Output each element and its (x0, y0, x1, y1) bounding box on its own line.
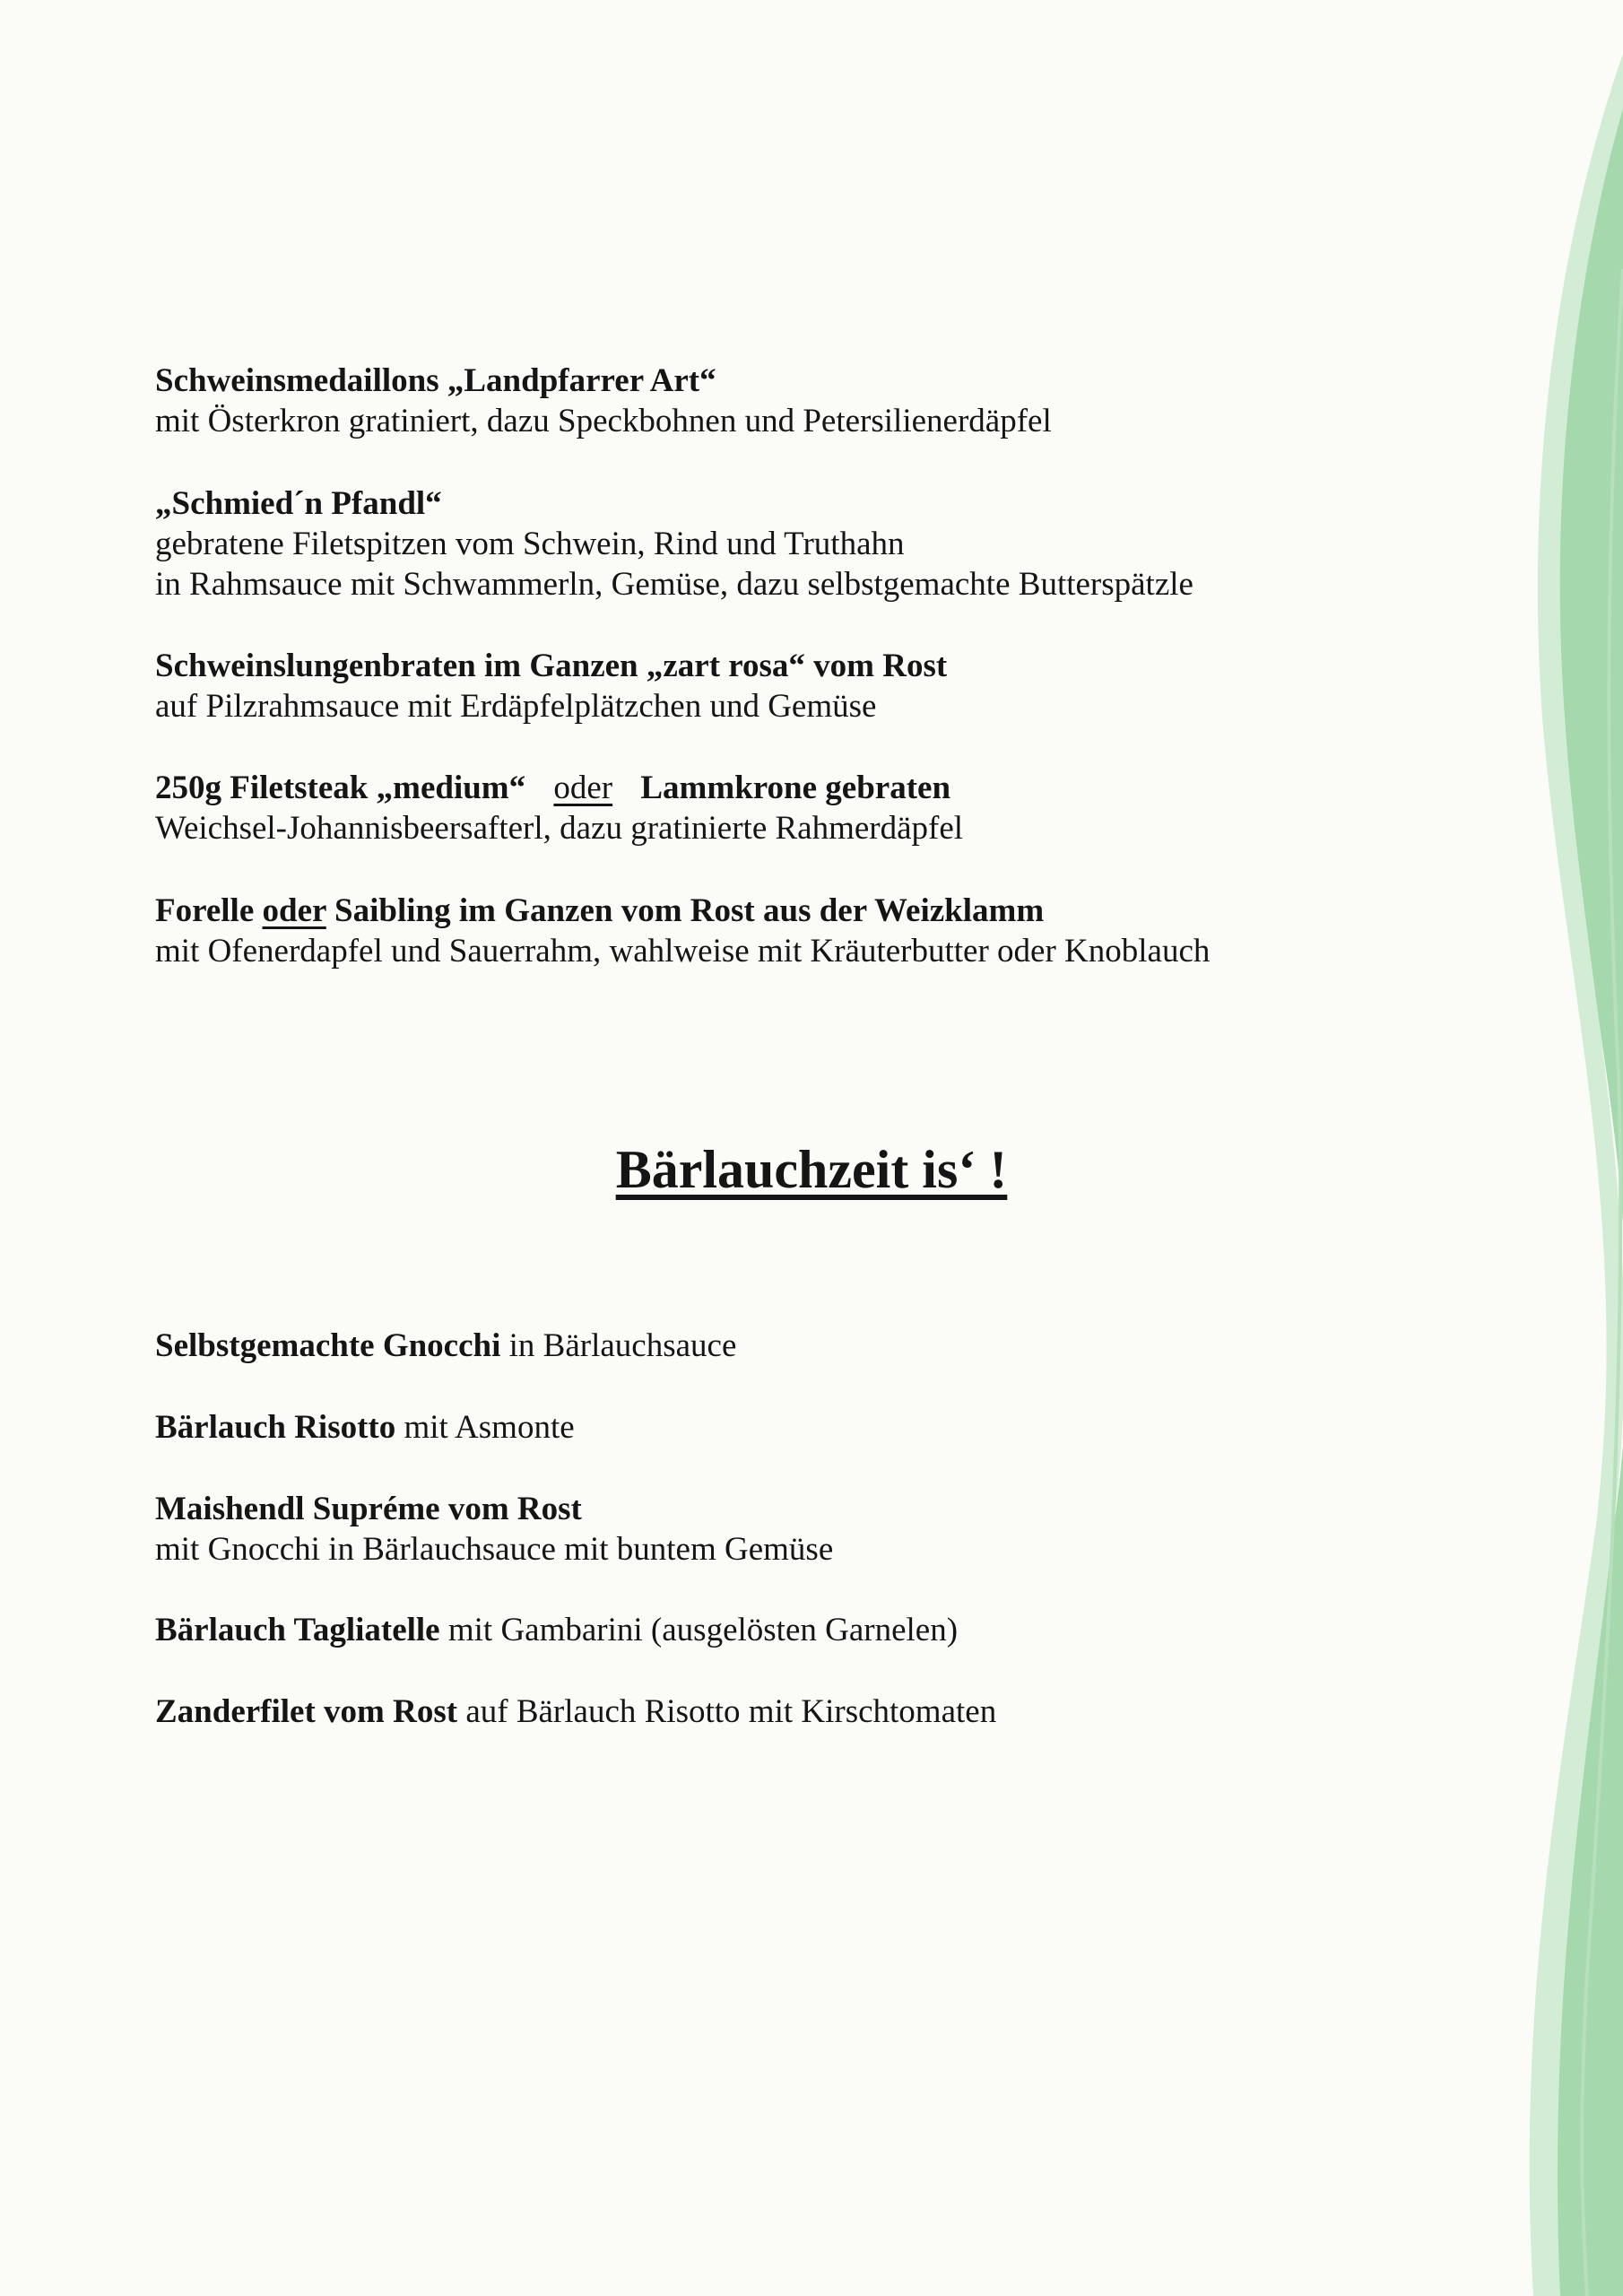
menu-item-title-b: Saibling im Ganzen vom Rost aus der Weizklamm (334, 892, 1045, 929)
special-item-2 (155, 1407, 575, 1448)
special-item-3 (155, 1489, 833, 1570)
menu-item-3 (155, 646, 947, 726)
special-item-5 (155, 1692, 996, 1732)
special-item-title: Selbstgemachte Gnocchi (155, 1327, 501, 1364)
menu-item-title-b: Lammkrone gebraten (640, 770, 951, 806)
menu-item-5 (155, 891, 1210, 971)
special-item-title: Zanderfilet vom Rost (155, 1693, 458, 1730)
menu-item-2 (155, 483, 1193, 604)
menu-item-description: auf Pilzrahmsauce mit Erdäpfelplätzchen und Gemüse (155, 688, 877, 725)
menu-item-title: Schweinsmedaillons „Landpfarrer Art“ (155, 362, 716, 399)
special-item-description: mit Asmonte (395, 1409, 575, 1446)
menu-item-title: Schweinslungenbraten im Ganzen „zart rosa“ vom Rost (155, 648, 948, 684)
section-heading: Bärlauchzeit is‘ ! (615, 1140, 1008, 1199)
menu-item-description: mit Österkron gratiniert, dazu Speckbohnen und Petersilienerdäpfel (155, 403, 1052, 439)
special-item-1 (155, 1326, 736, 1366)
menu-item-title-a: Forelle (155, 892, 255, 929)
menu-item-title: „Schmied´n Pfandl“ (155, 485, 442, 522)
menu-item-description: Weichsel-Johannisbeersafterl, dazu gratinierte Rahmerdäpfel (155, 810, 964, 847)
menu-item-1 (155, 361, 1052, 441)
menu-item-description: gebratene Filetspitzen vom Schwein, Rind und Truthahn (155, 526, 905, 562)
menu-item-description: mit Ofenerdapfel und Sauerrahm, wahlweise mit Kräuterbutter oder Knoblauch (155, 933, 1211, 970)
special-item-title: Maishendl Supréme vom Rost (155, 1491, 582, 1527)
special-item-description: in Bärlauchsauce (500, 1327, 737, 1364)
special-item-title: Bärlauch Risotto (155, 1409, 396, 1446)
special-item-4 (155, 1610, 958, 1650)
menu-item-description: in Rahmsauce mit Schwammerln, Gemüse, dazu selbstgemachte Butterspätzle (155, 566, 1193, 603)
menu-item-title-a: 250g Filetsteak „medium“ (155, 770, 526, 806)
or-word: oder (262, 892, 326, 929)
special-item-title: Bärlauch Tagliatelle (155, 1612, 440, 1648)
special-item-description: mit Gnocchi in Bärlauchsauce mit buntem Gemüse (155, 1531, 834, 1568)
special-item-description: auf Bärlauch Risotto mit Kirschtomaten (457, 1693, 997, 1730)
special-item-description: mit Gambarini (ausgelösten Garnelen) (439, 1612, 959, 1648)
menu-item-4 (155, 768, 963, 848)
or-word: oder (553, 770, 613, 806)
